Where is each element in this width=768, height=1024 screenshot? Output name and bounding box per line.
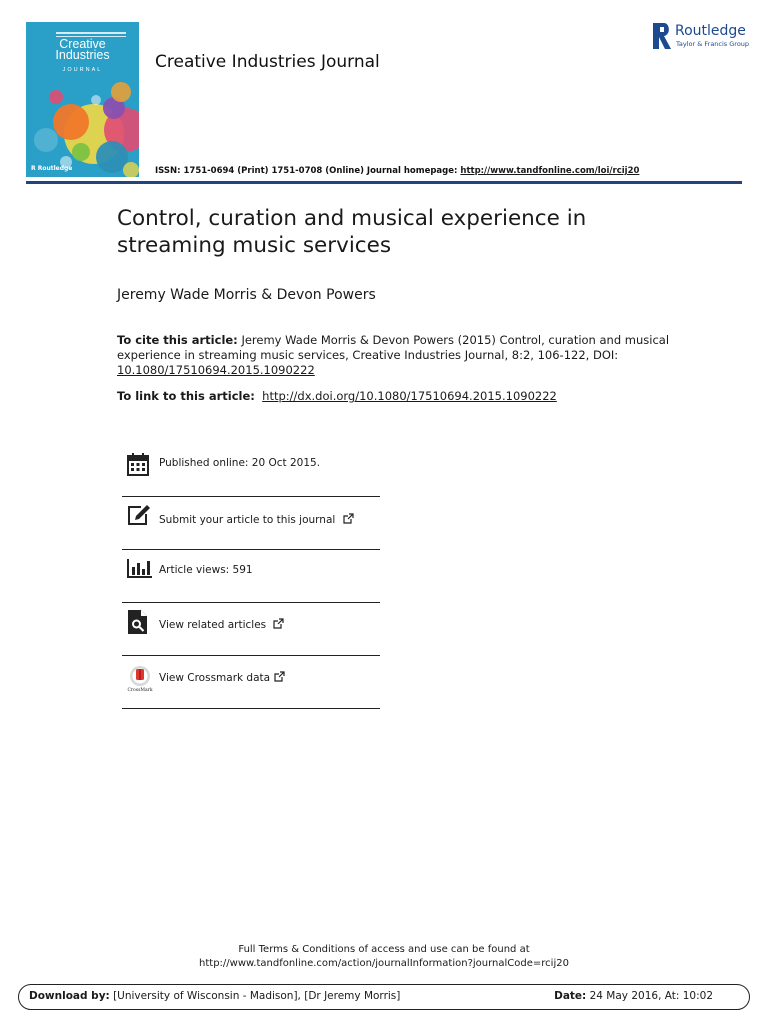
publisher-logo	[652, 22, 750, 50]
publisher-group: Taylor & Francis Group	[676, 40, 750, 48]
terms-conditions	[0, 943, 768, 971]
submit-article-row[interactable]	[122, 497, 380, 550]
cover-publisher-logo: R Routledge	[31, 165, 73, 172]
published-online-row	[122, 446, 380, 497]
article-title: Control, curation and musical experience in streaming music services	[117, 206, 587, 258]
article-views-text: Article views: 591	[159, 564, 253, 576]
download-by	[29, 990, 400, 1002]
bar-chart-icon	[127, 558, 153, 578]
header-divider	[26, 181, 742, 184]
crossmark-link[interactable]: View Crossmark data	[159, 672, 271, 684]
citation-text: Jeremy Wade Morris & Devon Powers (2015) Control, curation and musical experience in streaming music services, Creative Industries Journal, 8:2, 106-122, DOI:	[117, 333, 670, 362]
citation-block	[117, 333, 677, 378]
external-link-icon	[273, 618, 284, 629]
doi-link[interactable]: 10.1080/17510694.2015.1090222	[117, 363, 315, 377]
terms-url[interactable]: http://www.tandfonline.com/action/journalInformation?journalCode=rcij20	[199, 958, 569, 969]
citation-label: To cite this article:	[117, 333, 238, 347]
related-articles-row[interactable]	[122, 603, 380, 656]
download-info-bar	[18, 984, 750, 1010]
download-date-label: Date:	[554, 990, 587, 1002]
terms-text: Full Terms & Conditions of access and use can be found at	[238, 944, 530, 955]
journal-homepage-link[interactable]: http://www.tandfonline.com/loi/rcij20	[460, 166, 640, 176]
external-link-icon	[274, 671, 285, 682]
cover-title: Creative Industries	[55, 37, 110, 62]
cover-subtitle: JOURNAL	[62, 67, 103, 73]
document-search-icon	[127, 609, 149, 635]
routledge-r-icon	[652, 22, 672, 50]
article-views-row	[122, 550, 380, 603]
published-online-text: Published online: 20 Oct 2015.	[159, 457, 321, 469]
calendar-icon	[127, 452, 149, 476]
journal-name: Creative Industries Journal	[155, 52, 380, 72]
journal-cover-image	[26, 22, 139, 177]
article-link-label: To link to this article:	[117, 389, 255, 403]
related-articles-link[interactable]: View related articles	[159, 619, 267, 631]
svg-text:CrossMark: CrossMark	[127, 688, 153, 693]
issn-text: ISSN: 1751-0694 (Print) 1751-0708 (Online) Journal homepage:	[155, 166, 458, 176]
download-date	[554, 990, 713, 1002]
crossmark-row[interactable]	[122, 656, 380, 709]
article-link-line	[117, 389, 557, 403]
article-doi-url-link[interactable]: http://dx.doi.org/10.1080/17510694.2015.1090222	[262, 389, 557, 403]
article-authors: Jeremy Wade Morris & Devon Powers	[117, 287, 376, 303]
download-date-value: 24 May 2016, At: 10:02	[589, 990, 713, 1002]
crossmark-logo-icon	[127, 665, 153, 693]
edit-pencil-icon	[127, 504, 151, 526]
download-by-label: Download by:	[29, 990, 110, 1002]
publisher-name: Routledge	[675, 23, 746, 39]
submit-article-link[interactable]: Submit your article to this journal	[159, 514, 336, 526]
external-link-icon	[343, 513, 354, 524]
download-by-value: [University of Wisconsin - Madison], [Dr Jeremy Morris]	[113, 990, 401, 1002]
issn-line	[155, 166, 639, 176]
article-info-list	[122, 446, 380, 709]
